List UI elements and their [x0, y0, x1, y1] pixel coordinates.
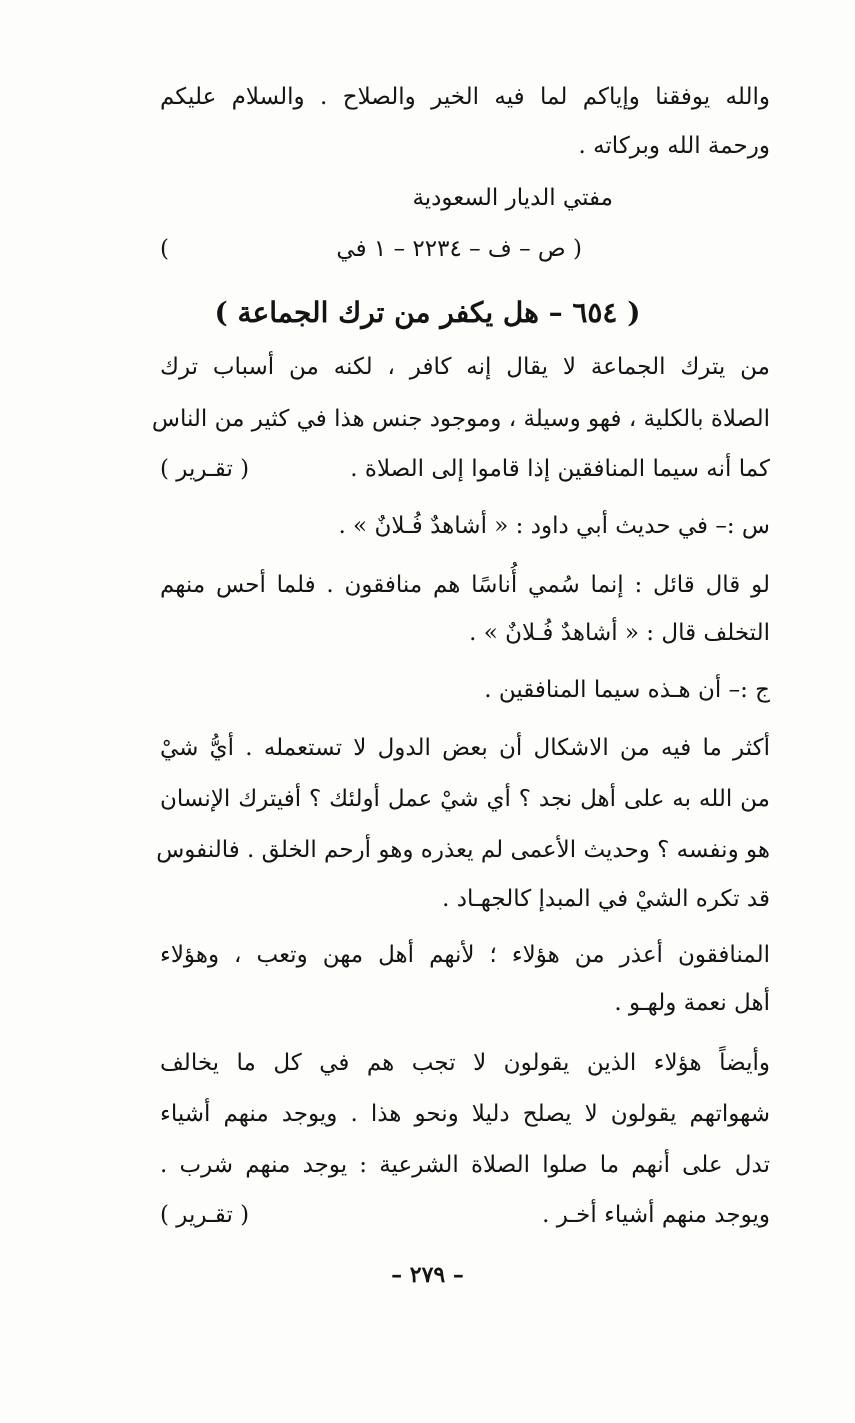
signature-reference: ( ص – ف – ٢٢٣٤ – ١ في	[336, 236, 582, 262]
paragraph-4-line-1: المنافقون أعذر من هؤلاء ؛ لأنهم أهل مهن وتعب ، وهؤلاء	[160, 942, 770, 968]
section-heading: ( ٦٥٤ – هل يكفر من ترك الجماعة )	[214, 296, 641, 329]
signature-reference-close: )	[160, 236, 169, 262]
page-number: – ٢٧٩ –	[391, 1262, 464, 1288]
intro-line-1: والله يوفقنا وإياكم لما فيه الخير والصلاح . والسلام عليكم	[160, 84, 770, 110]
paragraph-2-line-2: التخلف قال : « أشاهدٌ فُـلانٌ » .	[469, 620, 770, 646]
question-text: س :– في حديث أبي داود : « أشاهدٌ فُـلانٌ » .	[338, 513, 770, 539]
source-label-2: ( تقـرير )	[160, 1202, 250, 1228]
paragraph-1-line-2: الصلاة بالكلية ، فهو وسيلة ، وموجود جنس هذا في كثير من الناس	[151, 406, 770, 432]
signature-title: مفتي الديار السعودية	[412, 185, 613, 211]
paragraph-3-line-1: أكثر ما فيه من الاشكال أن بعض الدول لا تستعمله . أيُّ شيْ	[160, 735, 770, 761]
answer-text: ج :– أن هـذه سيما المنافقين .	[484, 677, 770, 703]
paragraph-5-line-2: شهواتهم يقولون لا يصلح دليلا ونحو هذا . ويوجد منهم أشياء	[160, 1101, 770, 1127]
paragraph-1-line-1: من يترك الجماعة لا يقال إنه كافر ، لكنه من أسباب ترك	[160, 354, 770, 380]
intro-line-2: ورحمة الله وبركاته .	[578, 133, 770, 159]
paragraph-4-line-2: أهل نعمة ولهـو .	[614, 990, 770, 1016]
paragraph-3-line-4: قد تكره الشيْ في المبدإ كالجهـاد .	[442, 886, 770, 912]
paragraph-5-line-1: وأيضاً هؤلاء الذين يقولون لا تجب هم في كل ما يخالف	[160, 1050, 770, 1076]
paragraph-5-line-4: ويوجد منهم أشياء أخـر .	[542, 1202, 770, 1228]
paragraph-5-line-3: تدل على أنهم ما صلوا الصلاة الشرعية : يوجد منهم شرب .	[160, 1152, 770, 1178]
paragraph-1-line-3: كما أنه سيما المنافقين إذا قاموا إلى الصلاة .	[350, 456, 770, 482]
paragraph-2-line-1: لو قال قائل : إنما سُمي أُناسًا هم منافقون . فلما أحس منهم	[160, 572, 770, 598]
source-label: ( تقـرير )	[160, 456, 250, 482]
paragraph-3-line-3: هو ونفسه ؟ وحديث الأعمى لم يعذره وهو أرحم الخلق . فالنفوس	[156, 837, 770, 863]
paragraph-3-line-2: من الله به على أهل نجد ؟ أي شيْ عمل أولئك ؟ أفيترك الإنسان	[160, 786, 770, 812]
